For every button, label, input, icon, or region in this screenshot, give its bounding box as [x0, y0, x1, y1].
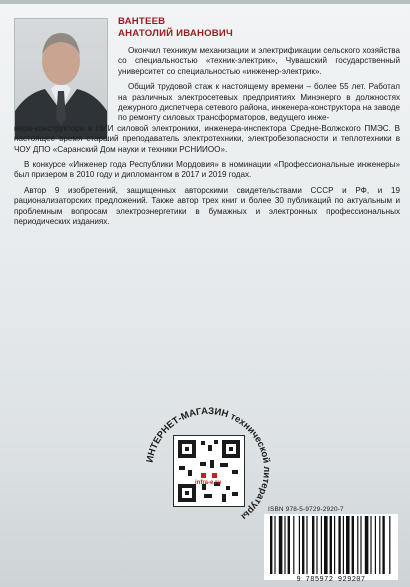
qr-code[interactable]	[173, 435, 245, 507]
top-edge-strip	[0, 0, 410, 4]
isbn-barcode	[264, 514, 398, 580]
author-biography	[14, 46, 400, 233]
bio-inventions-paragraph: Автор 9 изобретений, защищенных авторскими свидетельствами СССР и РФ, и 19 рационализаторских предложений. Также автор трех книг и более 30 публикаций по актуальным и проблемным вопросам электроэнергетики в бумажных и электронных профессиональных периодических изданиях.	[14, 185, 400, 227]
qr-ring-label: ИНТЕРНЕТ-МАГАЗИН технической литературы	[144, 405, 273, 522]
bio-experience-paragraph: Общий трудовой стаж к настоящему времени – более 55 лет. Работал на различных электросетевых предприятиях Минэнерго в должностях дежурного диспетчера сетевого района, инженера-конструктора на заводе по ремонту силовых трансформаторов, ведущего инже-	[118, 82, 400, 123]
barcode-bars	[264, 514, 398, 576]
qr-code-icon	[174, 436, 244, 506]
isbn-label: ISBN 978-5-9729-2920-7	[268, 506, 344, 513]
qr-site-label: infra-e.ru	[194, 480, 221, 486]
author-name	[118, 16, 338, 40]
author-surname: ВАНТЕЕВ	[118, 16, 166, 27]
isbn-barcode-digits: 9 785972 929207	[296, 576, 366, 584]
bio-awards-paragraph: В конкурсе «Инженер года Республики Мордовия» в номинации «Профессиональные инженеры» был призером в 2010 году и дипломантом в 2017 и 2019 годах.	[14, 160, 400, 180]
bio-education-paragraph: Окончил техникум механизации и электрификации сельского хозяйства со специальностью «техник-электрик», Чувашский государственный университет со специальностью «инженер-электрик».	[118, 46, 400, 76]
bio-experience-continued: нера-конструктора в НИИ силовой электроники, инженера-инспектора Средне-Волжского ПМЭС. В настоящее время старший преподаватель электротехники, электробезопасности и теплотехники в ЧОУ ДПО «Саранский Дом науки и техники РСНИИОО».	[14, 123, 400, 154]
author-given-names: АНАТОЛИЙ ИВАНОВИЧ	[118, 28, 233, 39]
shop-qr-badge	[138, 400, 278, 540]
